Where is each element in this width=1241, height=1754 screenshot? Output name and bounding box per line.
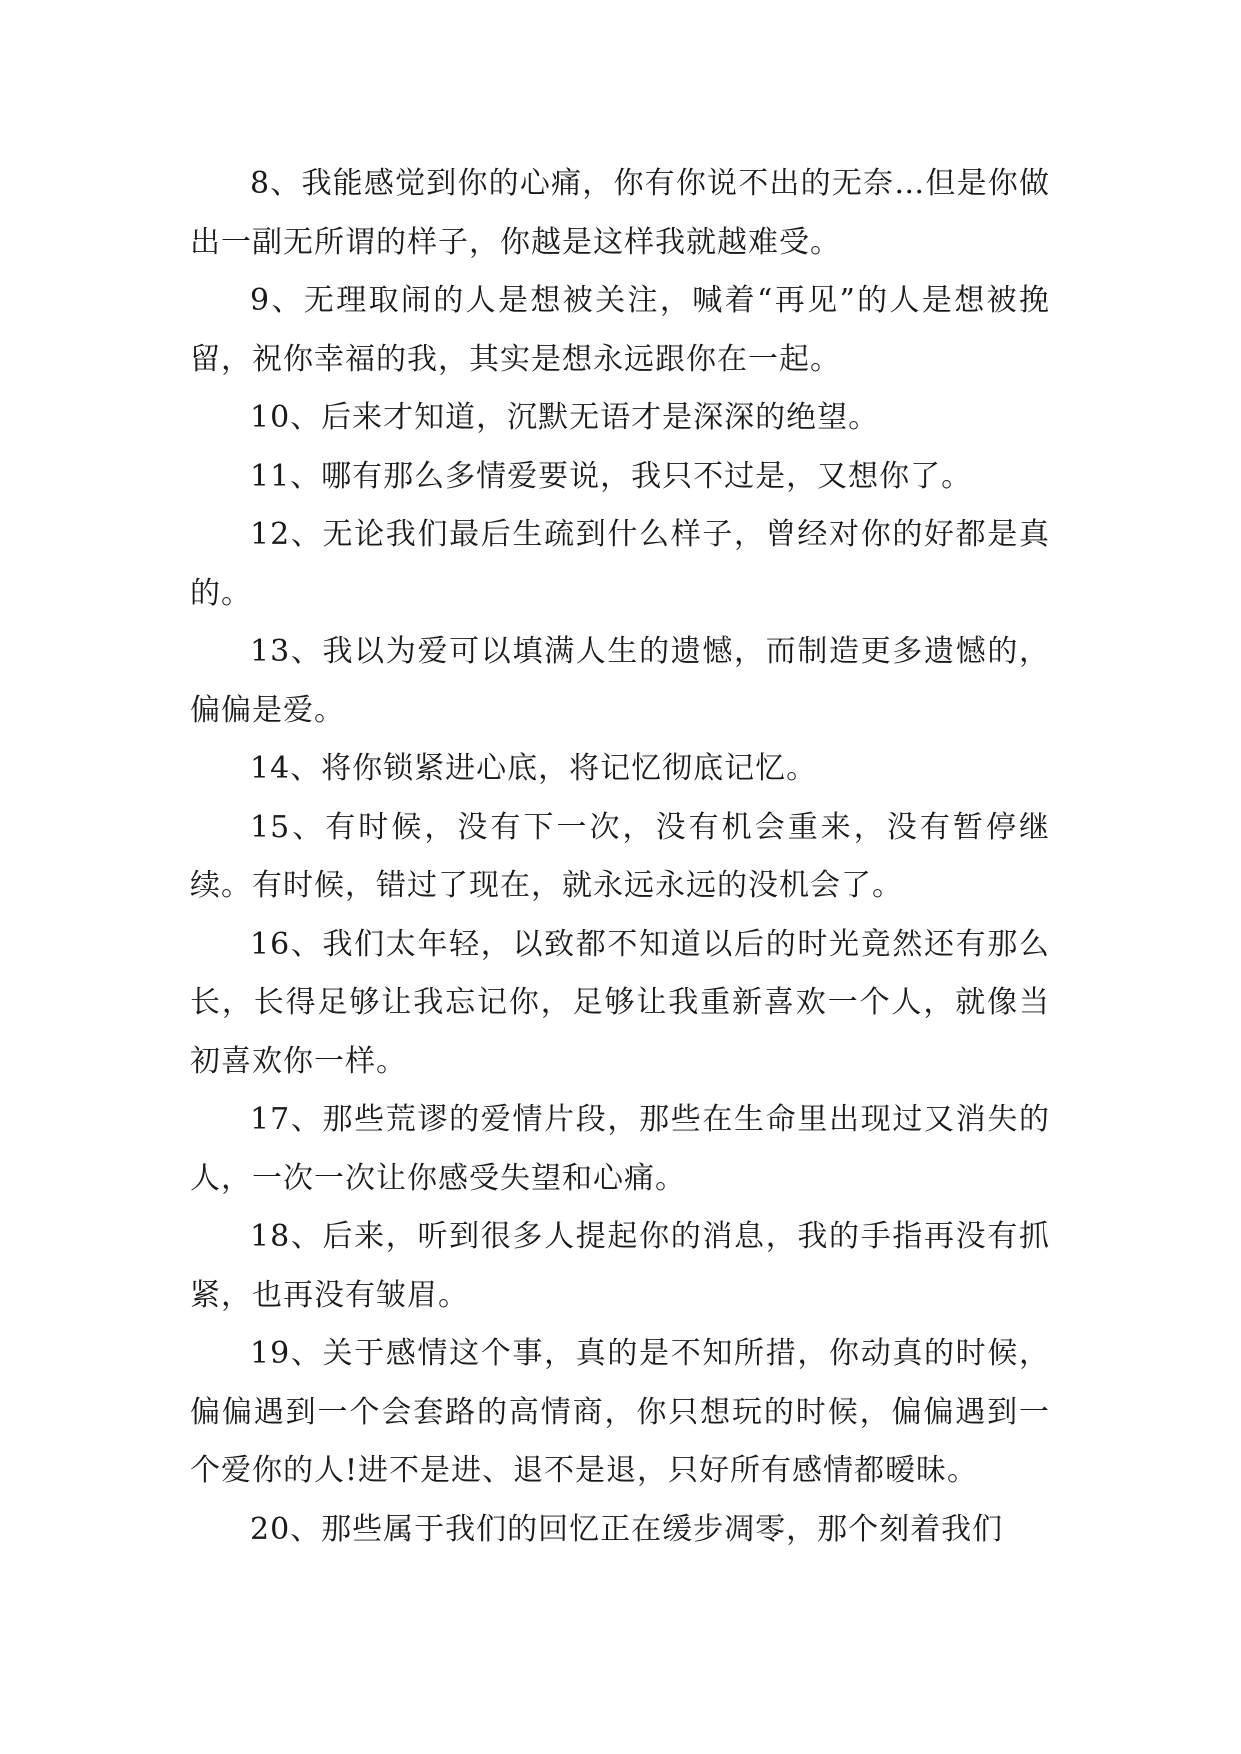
paragraph-18: 18、后来，听到很多人提起你的消息，我的手指再没有抓紧，也再没有皱眉。 [190,1219,1050,1313]
paragraph-13: 13、我以为爱可以填满人生的遗憾，而制造更多遗憾的，偏偏是爱。 [190,634,1050,728]
paragraph-12: 12、无论我们最后生疏到什么样子，曾经对你的好都是真的。 [190,517,1050,611]
paragraph-15: 15、有时候，没有下一次，没有机会重来，没有暂停继续。有时候，错过了现在，就永远永远的没机会了。 [190,809,1050,903]
paragraph-20: 20、那些属于我们的回忆正在缓步凋零，那个刻着我们 [250,1511,1004,1547]
paragraph-8: 8、我能感觉到你的心痛，你有你说不出的无奈…但是你做出一副无所谓的样子，你越是这样我就越难受。 [190,166,1050,260]
paragraph-14: 14、将你锁紧进心底，将记忆彻底记忆。 [250,751,818,786]
paragraph-16: 16、我们太年轻，以致都不知道以后的时光竟然还有那么长，长得足够让我忘记你，足够让我重新喜欢一个人，就像当初喜欢你一样。 [190,926,1050,1079]
paragraph-11: 11、哪有那么多情爱要说，我只不过是，又想你了。 [250,458,973,494]
document-body [190,155,1050,1559]
paragraph-10: 10、后来才知道，沉默无语才是深深的绝望。 [250,400,880,435]
paragraph-9: 9、无理取闹的人是想被关注，喊着“再见”的人是想被挽留，祝你幸福的我，其实是想永远跟你在一起。 [190,283,1050,377]
paragraph-19: 19、关于感情这个事，真的是不知所措，你动真的时候，偏偏遇到一个会套路的高情商，你只想玩的时候，偏偏遇到一个爱你的人!进不是进、退不是退，只好所有感情都暧昧。 [190,1336,1050,1488]
paragraph-17: 17、那些荒谬的爱情片段，那些在生命里出现过又消失的人，一次一次让你感受失望和心痛。 [190,1102,1050,1196]
